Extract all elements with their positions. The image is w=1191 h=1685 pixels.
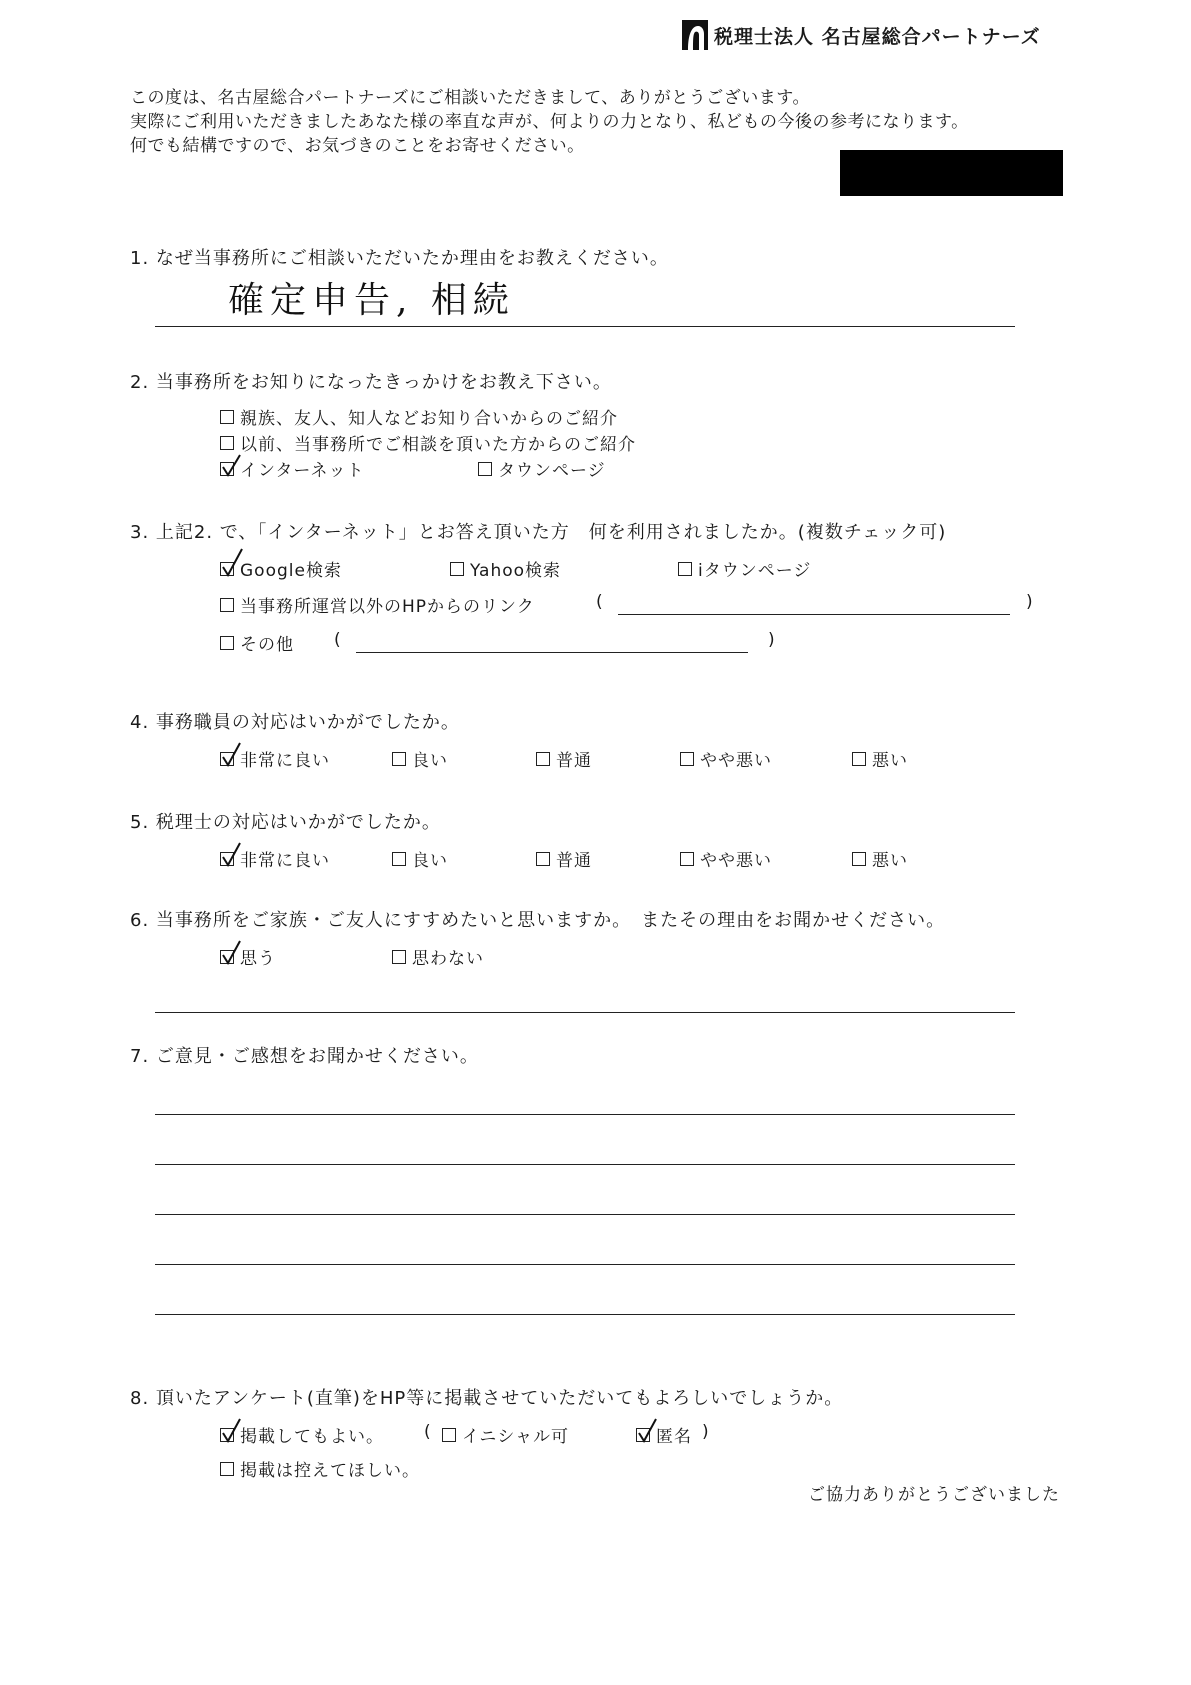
q3-option-yahoo[interactable]: Yahoo検索 [450, 556, 561, 581]
checkbox[interactable] [220, 1462, 234, 1476]
header [682, 20, 1041, 50]
checkbox-checked[interactable] [220, 852, 234, 866]
checkbox-checked[interactable] [636, 1428, 650, 1442]
checkmark-icon [220, 453, 242, 477]
firm-name: 税理士法人 名古屋総合パートナーズ [714, 25, 1041, 48]
checkbox[interactable] [678, 562, 692, 576]
q7-answer-line[interactable] [155, 1114, 1015, 1115]
q4-option-very-good[interactable]: 非常に良い [220, 746, 330, 771]
firm-logo-icon [682, 20, 708, 50]
q7-answer-line[interactable] [155, 1214, 1015, 1215]
paren-open: ( [424, 1422, 432, 1442]
question-4: 4. 事務職員の対応はいかがでしたか。 [130, 712, 460, 733]
checkbox-checked[interactable] [220, 752, 234, 766]
q5-option-somewhat-bad[interactable]: やや悪い [680, 846, 772, 871]
checkbox[interactable] [536, 752, 550, 766]
checkbox[interactable] [220, 598, 234, 612]
question-7: 7. ご意見・ご感想をお聞かせください。 [130, 1046, 479, 1067]
q7-answer-line[interactable] [155, 1314, 1015, 1315]
checkbox[interactable] [852, 752, 866, 766]
q6-option-no[interactable]: 思わない [392, 944, 484, 969]
q6-option-yes[interactable]: 思う [220, 944, 276, 969]
paren-close: ) [1026, 592, 1034, 612]
q1-answer-line [155, 326, 1015, 327]
q1-handwritten-answer[interactable]: 確定申告, 相続 [228, 280, 515, 321]
checkbox[interactable] [680, 752, 694, 766]
paren-open: ( [334, 630, 342, 650]
q5-option-very-good[interactable]: 非常に良い [220, 846, 330, 871]
question-8: 8. 頂いたアンケート(直筆)をHP等に掲載させていただいてもよろしいでしょうか。 [130, 1388, 844, 1409]
intro-line: 何でも結構ですので、お気づきのことをお寄せください。 [130, 136, 585, 156]
question-6: 6. 当事務所をご家族・ご友人にすすめたいと思いますか。 またその理由をお聞かせください。 [130, 910, 946, 931]
q4-option-average[interactable]: 普通 [536, 746, 592, 771]
checkbox[interactable] [220, 410, 234, 424]
checkbox[interactable] [478, 462, 492, 476]
checkbox[interactable] [220, 636, 234, 650]
q3-option-google[interactable]: Google検索 [220, 556, 342, 581]
checkbox[interactable] [392, 950, 406, 964]
checkmark-icon [220, 743, 242, 767]
q8-option-decline[interactable]: 掲載は控えてほしい。 [220, 1456, 420, 1481]
checkbox-checked[interactable] [220, 562, 234, 576]
checkbox[interactable] [392, 852, 406, 866]
paren-close: ) [702, 1422, 710, 1442]
checkbox[interactable] [220, 436, 234, 450]
q2-option-past-client[interactable]: 以前、当事務所でご相談を頂いた方からのご紹介 [220, 430, 636, 455]
redacted-block [840, 150, 1063, 196]
q7-answer-line[interactable] [155, 1164, 1015, 1165]
checkbox[interactable] [450, 562, 464, 576]
q2-option-townpage[interactable]: タウンページ [478, 456, 606, 481]
checkbox-checked[interactable] [220, 1428, 234, 1442]
q3-link-input-line[interactable] [618, 614, 1010, 615]
intro-line: 実際にご利用いただきましたあなた様の率直な声が、何よりの力となり、私どもの今後の参考になります。 [130, 112, 969, 132]
question-5: 5. 税理士の対応はいかがでしたか。 [130, 812, 441, 833]
checkbox-checked[interactable] [220, 462, 234, 476]
thanks-message: ご協力ありがとうございました [808, 1485, 1060, 1505]
question-2: 2. 当事務所をお知りになったきっかけをお教え下さい。 [130, 372, 612, 393]
q7-answer-line[interactable] [155, 1264, 1015, 1265]
q8-option-initials[interactable]: イニシャル可 [442, 1422, 569, 1447]
q3-other-input-line[interactable] [356, 652, 748, 653]
checkbox[interactable] [852, 852, 866, 866]
q3-option-external-link[interactable]: 当事務所運営以外のHPからのリンク [220, 592, 535, 617]
q4-option-bad[interactable]: 悪い [852, 746, 908, 771]
q5-option-bad[interactable]: 悪い [852, 846, 908, 871]
checkbox-checked[interactable] [220, 950, 234, 964]
q8-option-anonymous[interactable]: 匿名 [636, 1422, 692, 1447]
q2-option-internet[interactable]: インターネット [220, 456, 364, 481]
q3-option-itownpage[interactable]: iタウンページ [678, 556, 811, 581]
checkmark-icon [220, 941, 242, 965]
q4-option-somewhat-bad[interactable]: やや悪い [680, 746, 772, 771]
question-1: 1. なぜ当事務所にご相談いただいたか理由をお教えください。 [130, 248, 669, 269]
q6-reason-line[interactable] [155, 1012, 1015, 1013]
checkbox[interactable] [536, 852, 550, 866]
paren-open: ( [596, 592, 604, 612]
q5-option-good[interactable]: 良い [392, 846, 448, 871]
paren-close: ) [768, 630, 776, 650]
q3-option-other[interactable]: その他 [220, 630, 294, 655]
checkbox[interactable] [680, 852, 694, 866]
checkmark-icon [220, 553, 242, 577]
question-3: 3. 上記2. で、「インターネット」とお答え頂いた方 何を利用されましたか。(複数チェック可) [130, 522, 947, 543]
q8-option-allow[interactable]: 掲載してもよい。 [220, 1422, 384, 1447]
intro-line: この度は、名古屋総合パートナーズにご相談いただきまして、ありがとうございます。 [130, 88, 810, 108]
checkmark-icon [220, 1419, 242, 1443]
checkmark-icon [636, 1419, 658, 1443]
checkbox[interactable] [442, 1428, 456, 1442]
q2-option-acquaintance[interactable]: 親族、友人、知人などお知り合いからのご紹介 [220, 404, 618, 429]
q4-option-good[interactable]: 良い [392, 746, 448, 771]
checkmark-icon [220, 843, 242, 867]
intro-text [130, 86, 969, 158]
checkbox[interactable] [392, 752, 406, 766]
q5-option-average[interactable]: 普通 [536, 846, 592, 871]
